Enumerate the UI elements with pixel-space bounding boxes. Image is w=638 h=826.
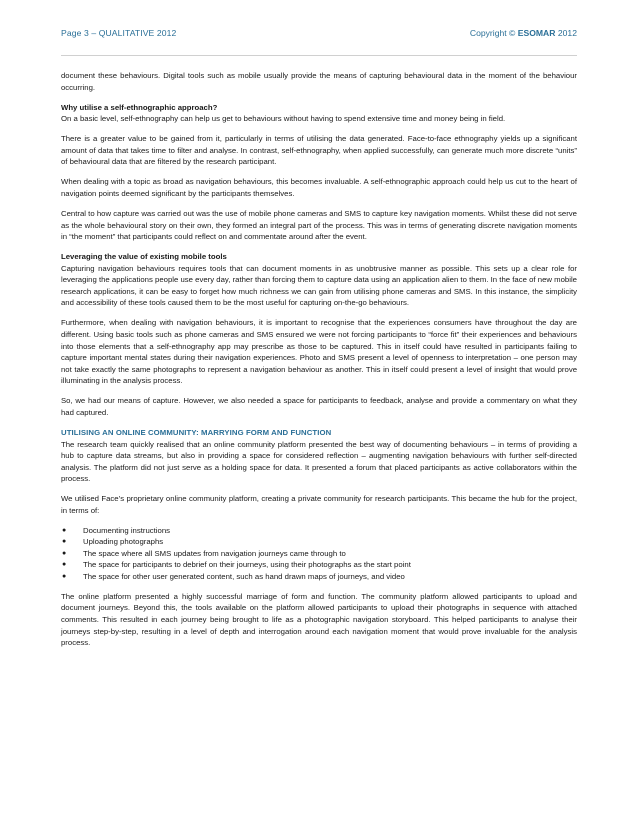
bullet-icon: ● — [62, 526, 67, 534]
paragraph: There is a greater value to be gained from it, particularly in terms of utilising the data generated. Face-to-face ethnography yields up a significant amount of data that takes time to filter and analyse. In contrast, self-ethnography, when applied successfully, can generate much more discrete “units” of behavioural data that are filtered by the research participant. — [61, 134, 577, 167]
list-item — [61, 536, 577, 548]
copyright-prefix: Copyright © — [469, 28, 518, 38]
bullet-icon: ● — [62, 538, 67, 546]
paragraph: On a basic level, self-ethnography can help us get to behaviours without having to spend extensive time and money being in field. — [61, 114, 506, 124]
paragraph: Furthermore, when dealing with navigation behaviours, it is important to recognise that the experiences consumers have throughout the day are different. Using basic tools such as phone cameras and SMS ensured we were not forcing participants to “force fit” their experiences and behaviours into those elements that a self-ethnography app may prescribe as those to be captured. This in itself could have resulted in participants failing to capture important mental states during their navigation experiences. Photo and SMS present a level of openness to interpretation – one person may not take exactly the same photographs to represent a navigation behaviour as another. This in itself could present a level of insight that would prove illuminating in the analysis process. — [61, 318, 577, 386]
section-heading: Leveraging the value of existing mobile tools — [61, 252, 227, 262]
copyright-notice — [470, 28, 577, 38]
paragraph: We utilised Face’s proprietary online community platform, creating a private community for research participants. This became the hub for the project, in terms of: — [61, 494, 577, 515]
copyright-brand: ESOMAR — [517, 28, 556, 38]
document-body — [61, 70, 577, 649]
bullet-icon: ● — [62, 561, 67, 569]
paragraph: So, we had our means of capture. However, we also needed a space for participants to feedback, analyse and provide a commentary on what they had captured. — [61, 396, 577, 417]
page-header — [61, 28, 577, 42]
list-item-text: Uploading photographs — [83, 537, 164, 547]
copyright-year: 2012 — [555, 28, 577, 38]
header-divider — [61, 55, 577, 56]
bullet-icon: ● — [62, 549, 67, 557]
section-heading: Why utilise a self-ethnographic approach? — [61, 102, 218, 112]
list-item — [61, 525, 577, 537]
list-item — [61, 548, 577, 560]
list-item — [61, 559, 577, 571]
list-item-text: The space for participants to debrief on their journeys, using their photographs as the start point — [83, 560, 411, 570]
list-item-text: The space where all SMS updates from navigation journeys came through to — [83, 548, 346, 558]
paragraph: When dealing with a topic as broad as navigation behaviours, this becomes invaluable. A self-ethnographic approach could help us cut to the heart of navigation points deemed significant by the participants themselves. — [61, 177, 577, 198]
list-item-text: The space for other user generated content, such as hand drawn maps of journeys, and video — [83, 571, 405, 581]
list-item-text: Documenting instructions — [83, 525, 171, 535]
bullet-list — [61, 525, 577, 583]
bullet-icon: ● — [62, 572, 67, 580]
paragraph: Capturing navigation behaviours requires tools that can document moments in as unobtrusive manner as possible. This sets up a clear role for leveraging the applications people use every day, rather than forcing them to capture data using an application alien to them. In the face of new mobile research applications, it can be easy to forget how much richness we can gain from utilising phone cameras and SMS. In this instance, the simplicity and accessibility of these tools caused them to be the most useful for capturing on-the-go behaviours. — [61, 263, 577, 308]
list-item — [61, 571, 577, 583]
paragraph: The research team quickly realised that an online community platform presented the best way of documenting behaviours – in terms of providing a hub to capture data streams, but also in providing a space for considered reflection – augmenting navigation behaviours with further self-directed analysis. The platform did not just serve as a holding space for data. It presented a forum that placed participants as active collaborators within the process. — [61, 439, 577, 484]
chapter-heading: UTILISING AN ONLINE COMMUNITY: MARRYING FORM AND FUNCTION — [61, 427, 332, 437]
paragraph: document these behaviours. Digital tools such as mobile usually provide the means of capturing behavioural data in the moment of the behaviour occurring. — [61, 71, 577, 92]
page-label: Page 3 – QUALITATIVE 2012 — [61, 28, 177, 38]
paragraph: Central to how capture was carried out was the use of mobile phone cameras and SMS to capture key navigation moments. Whilst these did not serve as the whole behavioural story on their own, they formed an integral part of the process. This was in terms of generating discrete navigation moments in “the moment” that participants could reflect on and commentate around after the event. — [61, 208, 577, 242]
paragraph: The online platform presented a highly successful marriage of form and function. The community platform allowed participants to upload and document journeys. Beyond this, the tools available on the platform allowed participants to upload their photographs in sequence with attached comments. This resulted in each journey being brought to life as a photographic navigation storyboard. This helped participants to analyse their journeys step-by-step, resulting in a level of depth and interrogation around each navigation moment that would prove invaluable for the analysis process. — [61, 591, 577, 648]
